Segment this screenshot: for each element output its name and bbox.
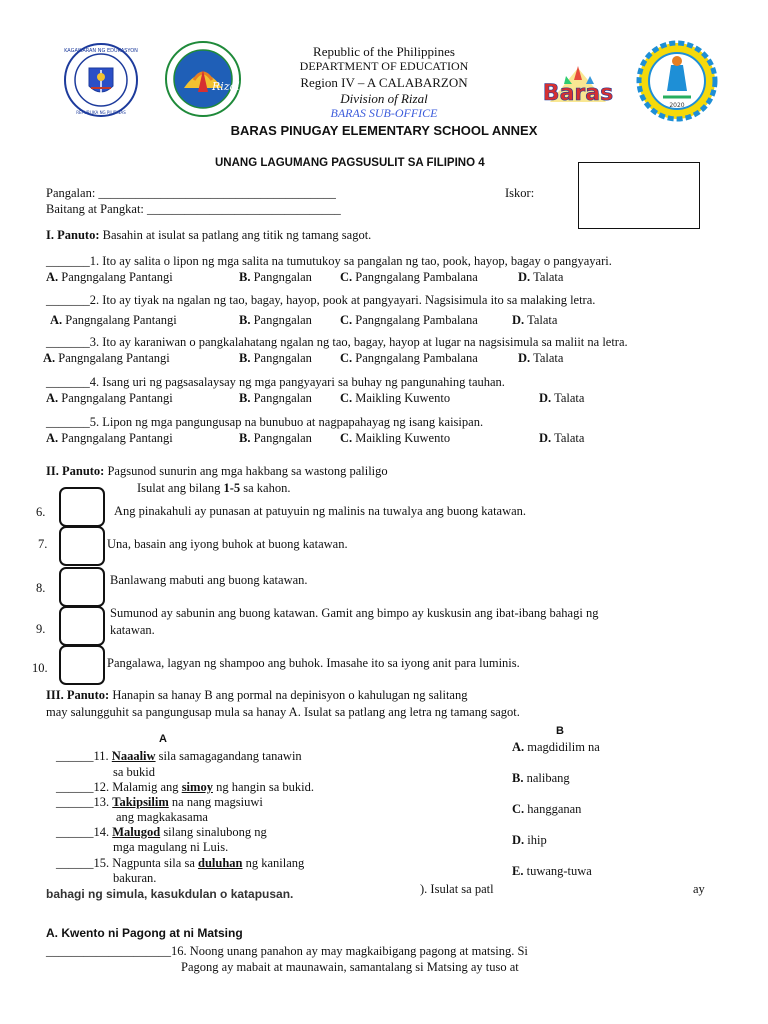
name-field[interactable]: Pangalan: ______________________________________ bbox=[46, 186, 336, 200]
part4-fragment-right: ay bbox=[693, 882, 705, 896]
step-text-9-cont: katawan. bbox=[110, 623, 155, 637]
division-line: Division of Rizal bbox=[340, 91, 428, 106]
match-item-15-cont: bakuran. bbox=[113, 871, 157, 885]
part1-instruction-text: Basahin at isulat sa patlang ang titik ng tamang sagot. bbox=[102, 228, 372, 242]
choice-4d[interactable]: D. Talata bbox=[539, 391, 585, 405]
step-number-9: 9. bbox=[36, 622, 46, 636]
school-seal-year: 2020 bbox=[669, 102, 685, 109]
suboffice-line: BARAS SUB-OFFICE bbox=[330, 106, 438, 120]
step-number-10: 10. bbox=[32, 661, 48, 675]
choice-2a[interactable]: A. Pangngalang Pantangi bbox=[50, 313, 177, 327]
choice-3d[interactable]: D. Talata bbox=[518, 351, 564, 365]
department-line: DEPARTMENT OF EDUCATION bbox=[299, 59, 469, 73]
story-title: A. Kwento ni Pagong at ni Matsing bbox=[46, 926, 243, 940]
definition-d: D. ihip bbox=[512, 833, 547, 847]
part4-clipped-text: bahagi ng simula, kasukdulan o katapusan. bbox=[46, 887, 294, 901]
part2-label: II. Panuto: bbox=[46, 464, 105, 478]
choice-1b[interactable]: B. Pangngalan bbox=[239, 270, 312, 284]
score-box[interactable] bbox=[578, 162, 700, 229]
match-item-13[interactable]: ______13. Takipsilim na nang magsiuwi bbox=[56, 795, 263, 809]
choice-3b[interactable]: B. Pangngalan bbox=[239, 351, 312, 365]
part1-label: I. Panuto: bbox=[46, 228, 100, 242]
choice-5a[interactable]: A. Pangngalang Pantangi bbox=[46, 431, 173, 445]
answer-box-7[interactable] bbox=[59, 526, 105, 566]
choice-3a[interactable]: A. Pangngalang Pantangi bbox=[43, 351, 170, 365]
rizal-logo-text: Rizal bbox=[212, 80, 240, 93]
answer-box-6[interactable] bbox=[59, 487, 105, 527]
part2-instruction: II. Panuto: Pagsunod sunurin ang mga hakbang sa wastong paliligo bbox=[46, 464, 388, 478]
exam-title: UNANG LAGUMANG PAGSUSULIT SA FILIPINO 4 bbox=[215, 157, 485, 169]
column-a-header: A bbox=[159, 733, 167, 745]
answer-box-8[interactable] bbox=[59, 567, 105, 607]
step-number-6: 6. bbox=[36, 505, 46, 519]
deped-seal-text: KAGAWARAN NG EDUKASYON bbox=[64, 48, 138, 54]
question-5[interactable]: _______5. Lipon ng mga pangungusap na bunubuo at nagpapahayag ng isang kaisipan. bbox=[46, 415, 484, 429]
question-3[interactable]: _______3. Ito ay karaniwan o pangkalahatang ngalan ng tao, bagay, hayop at lugar na nagsisimula sa maliit na letra. bbox=[46, 335, 628, 349]
question-1[interactable]: _______1. Ito ay salita o lipon ng mga salita na tumutukoy sa pangalan ng tao, pook, hayop, bagay o pangyayari. bbox=[46, 254, 612, 268]
match-item-13-cont: ang magkakasama bbox=[116, 810, 208, 824]
answer-box-9[interactable] bbox=[59, 606, 105, 646]
part4-fragment-mid: ). Isulat sa patl bbox=[420, 882, 494, 896]
match-item-12[interactable]: ______12. Malamig ang simoy ng hangin sa bukid. bbox=[56, 780, 314, 794]
choice-4a[interactable]: A. Pangngalang Pantangi bbox=[46, 391, 173, 405]
step-number-7: 7. bbox=[38, 537, 48, 551]
baras-logo-text: Baras bbox=[542, 81, 614, 106]
part2-sub-instruction: Isulat ang bilang 1-5 sa kahon. bbox=[137, 481, 291, 495]
step-text-7: Una, basain ang iyong buhok at buong katawan. bbox=[107, 537, 348, 551]
choice-2d[interactable]: D. Talata bbox=[512, 313, 558, 327]
step-number-8: 8. bbox=[36, 581, 46, 595]
match-item-14[interactable]: ______14. Malugod silang sinalubong ng bbox=[56, 825, 267, 839]
choice-4b[interactable]: B. Pangngalan bbox=[239, 391, 312, 405]
answer-box-10[interactable] bbox=[59, 645, 105, 685]
step-text-6: Ang pinakahuli ay punasan at patuyuin ng malinis na tuwalya ang buong katawan. bbox=[114, 504, 527, 518]
republic-line: Republic of the Philippines bbox=[313, 44, 455, 59]
definition-a: A. magdidilim na bbox=[512, 740, 600, 754]
choice-5d[interactable]: D. Talata bbox=[539, 431, 585, 445]
story-line-16[interactable]: ____________________16. Noong unang panahon ay may magkaibigang pagong at matsing. Si bbox=[46, 944, 528, 958]
part3-label: III. Panuto: bbox=[46, 688, 110, 702]
part1-instruction bbox=[46, 228, 371, 243]
definition-b: B. nalibang bbox=[512, 771, 570, 785]
choice-2c[interactable]: C. Pangngalang Pambalana bbox=[340, 313, 478, 327]
step-text-9: Sumunod ay sabunin ang buong katawan. Gamit ang bimpo ay kuskusin ang ibat-ibang bahagi ng bbox=[110, 606, 599, 620]
match-item-14-cont: mga magulang ni Luis. bbox=[113, 840, 229, 854]
match-item-11-cont: sa bukid bbox=[113, 765, 156, 779]
match-item-11[interactable]: ______11. Naaaliw sila samagagandang tanawin bbox=[56, 749, 302, 763]
choice-4c[interactable]: C. Maikling Kuwento bbox=[340, 391, 451, 405]
school-name: BARAS PINUGAY ELEMENTARY SCHOOL ANNEX bbox=[230, 123, 538, 138]
region-line: Region IV – A CALABARZON bbox=[300, 75, 468, 90]
choice-2b[interactable]: B. Pangngalan bbox=[239, 313, 312, 327]
score-label: Iskor: bbox=[505, 186, 535, 200]
choice-5b[interactable]: B. Pangngalan bbox=[239, 431, 312, 445]
choice-5c[interactable]: C. Maikling Kuwento bbox=[340, 431, 451, 445]
choice-1c[interactable]: C. Pangngalang Pambalana bbox=[340, 270, 478, 284]
step-text-8: Banlawang mabuti ang buong katawan. bbox=[110, 573, 308, 587]
part4-clipped-line bbox=[46, 887, 316, 903]
grade-section-field[interactable]: Baitang at Pangkat: _______________________________ bbox=[46, 202, 341, 216]
match-item-15[interactable]: ______15. Nagpunta sila sa duluhan ng kanilang bbox=[56, 856, 305, 870]
part3-instruction-cont: may salungguhit sa pangungusap mula sa hanay A. Isulat sa patlang ang letra ng tamang sagot. bbox=[46, 705, 520, 719]
step-text-10: Pangalawa, lagyan ng shampoo ang buhok. Imasahe ito sa iyong anit para luminis. bbox=[107, 656, 520, 670]
definition-e: E. tuwang-tuwa bbox=[512, 864, 592, 878]
question-2[interactable]: _______2. Ito ay tiyak na ngalan ng tao, bagay, hayop, pook at pangyayari. Nagsisimula ito sa malaking letra. bbox=[46, 293, 596, 307]
question-4[interactable]: _______4. Isang uri ng pagsasalaysay ng mga pangyayari sa buhay ng pangunahing tauhan. bbox=[46, 375, 505, 389]
choice-1a[interactable]: A. Pangngalang Pantangi bbox=[46, 270, 173, 284]
deped-seal-bottom-text: REPUBLIKA NG PILIPINAS bbox=[76, 110, 126, 115]
choice-1d[interactable]: D. Talata bbox=[518, 270, 564, 284]
choice-3c[interactable]: C. Pangngalang Pambalana bbox=[340, 351, 478, 365]
definition-c: C. hangganan bbox=[512, 802, 582, 816]
column-b-header: B bbox=[556, 725, 564, 737]
part3-instruction: III. Panuto: Hanapin sa hanay B ang pormal na depinisyon o kahulugan ng salitang bbox=[46, 688, 468, 702]
story-line-16-cont: Pagong ay mabait at maunawain, samantalang si Matsing ay tuso at bbox=[181, 960, 519, 974]
